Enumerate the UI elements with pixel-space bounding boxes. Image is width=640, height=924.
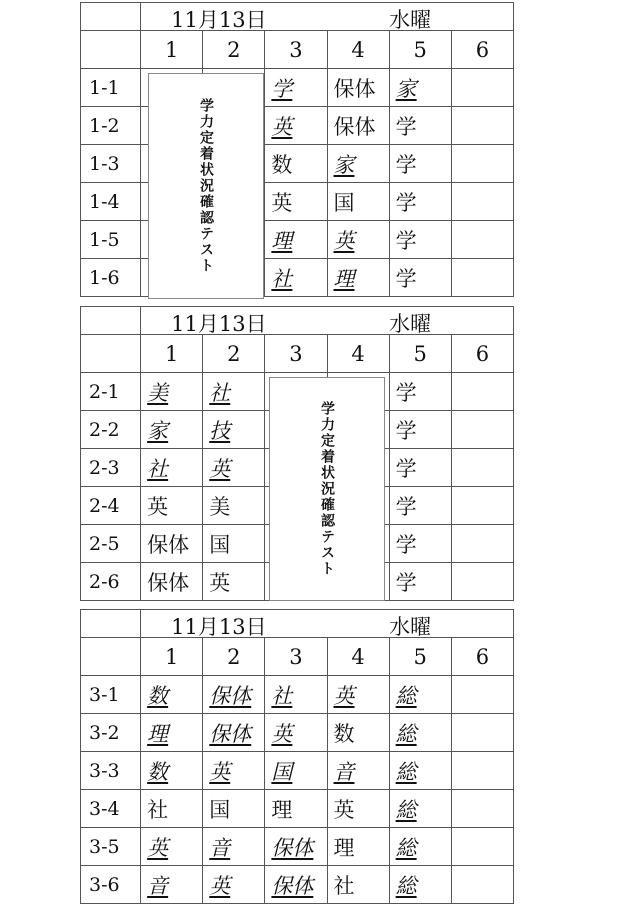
subject: 理 xyxy=(271,797,293,822)
subject: 英 xyxy=(209,570,231,595)
changed-subject: 保体 xyxy=(271,835,314,860)
subject-cell xyxy=(327,866,389,904)
subject-cell xyxy=(203,866,265,904)
subject: 学 xyxy=(395,418,417,443)
schedule-table-3 xyxy=(80,609,514,904)
class-row xyxy=(81,69,514,107)
subject-cell xyxy=(265,107,327,145)
subject-cell xyxy=(451,373,513,411)
class-row xyxy=(81,107,514,145)
subject: 国 xyxy=(333,190,355,215)
changed-subject: 総 xyxy=(395,759,417,784)
subject: 学 xyxy=(395,494,417,519)
period-header: 5 xyxy=(389,31,451,69)
subject-cell xyxy=(389,563,451,601)
date-label: 11月13日 xyxy=(171,615,267,638)
subject-cell xyxy=(389,183,451,221)
subject: 数 xyxy=(333,721,355,746)
class-label: 3-3 xyxy=(81,752,141,790)
period-header: 1 xyxy=(141,31,203,69)
subject-cell xyxy=(389,411,451,449)
class-row xyxy=(81,221,514,259)
subject-cell xyxy=(451,259,513,297)
changed-subject: 英 xyxy=(209,456,231,481)
subject-cell xyxy=(265,69,327,107)
changed-subject: 英 xyxy=(333,683,355,708)
class-row xyxy=(81,714,514,752)
subject-cell xyxy=(451,676,513,714)
subject-cell xyxy=(265,221,327,259)
date-label: 11月13日 xyxy=(171,8,267,31)
period-header: 4 xyxy=(327,335,389,373)
changed-subject: 国 xyxy=(271,759,293,784)
subject-cell xyxy=(451,411,513,449)
subject-cell xyxy=(451,714,513,752)
subject-cell xyxy=(327,145,389,183)
class-label: 2-4 xyxy=(81,487,141,525)
changed-subject: 数 xyxy=(147,683,169,708)
subject-cell xyxy=(389,145,451,183)
subject-cell xyxy=(389,107,451,145)
class-row xyxy=(81,790,514,828)
test-notice-box xyxy=(148,73,264,299)
subject: 保体 xyxy=(333,114,376,139)
subject-cell xyxy=(141,563,203,601)
class-row xyxy=(81,145,514,183)
changed-subject: 理 xyxy=(147,721,169,746)
subject-cell xyxy=(327,259,389,297)
subject-cell xyxy=(203,525,265,563)
subject-cell xyxy=(327,714,389,752)
changed-subject: 家 xyxy=(147,418,169,443)
changed-subject: 社 xyxy=(271,266,293,291)
test-notice-box xyxy=(269,377,385,601)
subject-cell xyxy=(265,828,327,866)
subject-cell xyxy=(327,828,389,866)
subject-cell xyxy=(203,449,265,487)
subject: 国 xyxy=(209,532,231,557)
subject-cell xyxy=(203,487,265,525)
subject-cell xyxy=(389,676,451,714)
subject-cell xyxy=(203,790,265,828)
class-row xyxy=(81,828,514,866)
changed-subject: 理 xyxy=(333,266,355,291)
subject-cell xyxy=(389,525,451,563)
subject-cell xyxy=(141,411,203,449)
weekday-label: 水曜 xyxy=(389,312,432,335)
class-label: 2-6 xyxy=(81,563,141,601)
test-notice-text: 学力定着状況確認テスト xyxy=(319,401,335,577)
subject: 学 xyxy=(395,380,417,405)
period-header: 5 xyxy=(389,638,451,676)
changed-subject: 総 xyxy=(395,683,417,708)
class-label: 3-4 xyxy=(81,790,141,828)
subject-cell xyxy=(141,752,203,790)
subject-cell xyxy=(265,183,327,221)
subject-cell xyxy=(389,221,451,259)
corner-cell xyxy=(81,3,141,31)
corner-cell xyxy=(81,307,141,335)
subject-cell xyxy=(451,183,513,221)
period-header: 1 xyxy=(141,638,203,676)
subject-cell xyxy=(451,487,513,525)
date-header xyxy=(141,610,514,638)
subject: 学 xyxy=(395,228,417,253)
changed-subject: 理 xyxy=(271,228,293,253)
subject-cell xyxy=(141,487,203,525)
changed-subject: 英 xyxy=(209,759,231,784)
class-label: 1-2 xyxy=(81,107,141,145)
subject-cell xyxy=(141,373,203,411)
subject-cell xyxy=(451,107,513,145)
subject: 美 xyxy=(209,494,231,519)
class-row xyxy=(81,259,514,297)
period-header: 6 xyxy=(451,31,513,69)
subject-cell xyxy=(451,145,513,183)
changed-subject: 音 xyxy=(209,835,231,860)
weekday-label: 水曜 xyxy=(389,615,432,638)
changed-subject: 音 xyxy=(333,759,355,784)
corner-cell xyxy=(81,31,141,69)
period-header: 6 xyxy=(451,335,513,373)
changed-subject: 総 xyxy=(395,721,417,746)
subject: 保体 xyxy=(333,76,376,101)
changed-subject: 保体 xyxy=(209,683,252,708)
subject-cell xyxy=(451,790,513,828)
subject-cell xyxy=(451,563,513,601)
class-row xyxy=(81,183,514,221)
subject: 学 xyxy=(395,266,417,291)
changed-subject: 音 xyxy=(147,873,169,898)
subject: 社 xyxy=(147,797,169,822)
subject: 学 xyxy=(395,456,417,481)
subject-cell xyxy=(203,828,265,866)
class-label: 2-3 xyxy=(81,449,141,487)
subject: 学 xyxy=(395,190,417,215)
subject-cell xyxy=(389,259,451,297)
class-label: 1-5 xyxy=(81,221,141,259)
changed-subject: 英 xyxy=(147,835,169,860)
subject: 国 xyxy=(209,797,231,822)
changed-subject: 学 xyxy=(271,76,293,101)
class-label: 1-6 xyxy=(81,259,141,297)
class-label: 1-4 xyxy=(81,183,141,221)
subject-cell xyxy=(389,449,451,487)
subject-cell xyxy=(327,107,389,145)
subject-cell xyxy=(389,752,451,790)
corner-cell xyxy=(81,610,141,638)
class-row xyxy=(81,752,514,790)
class-label: 2-2 xyxy=(81,411,141,449)
subject-cell xyxy=(451,449,513,487)
changed-subject: 英 xyxy=(271,114,293,139)
date-header xyxy=(141,307,514,335)
class-label: 3-2 xyxy=(81,714,141,752)
changed-subject: 美 xyxy=(147,380,169,405)
subject-cell xyxy=(451,525,513,563)
test-notice-text: 学力定着状況確認テスト xyxy=(198,98,214,274)
subject: 学 xyxy=(395,152,417,177)
subject-cell xyxy=(203,714,265,752)
class-row xyxy=(81,866,514,904)
changed-subject: 英 xyxy=(271,721,293,746)
subject-cell xyxy=(327,221,389,259)
subject: 英 xyxy=(333,797,355,822)
subject-cell xyxy=(141,828,203,866)
subject-cell xyxy=(203,411,265,449)
date-header xyxy=(141,3,514,31)
period-header: 2 xyxy=(203,335,265,373)
subject-cell xyxy=(451,221,513,259)
period-header: 3 xyxy=(265,31,327,69)
subject-cell xyxy=(265,714,327,752)
subject-cell xyxy=(389,828,451,866)
subject-cell xyxy=(389,866,451,904)
subject: 保体 xyxy=(147,532,190,557)
subject-cell xyxy=(389,69,451,107)
subject-cell xyxy=(141,676,203,714)
subject-cell xyxy=(203,752,265,790)
subject-cell xyxy=(265,752,327,790)
class-label: 1-3 xyxy=(81,145,141,183)
corner-cell xyxy=(81,335,141,373)
subject-cell xyxy=(141,449,203,487)
period-header: 4 xyxy=(327,638,389,676)
subject-cell xyxy=(327,790,389,828)
period-header: 1 xyxy=(141,335,203,373)
period-header: 3 xyxy=(265,638,327,676)
date-label: 11月13日 xyxy=(171,312,267,335)
subject: 理 xyxy=(333,835,355,860)
changed-subject: 英 xyxy=(333,228,355,253)
subject-cell xyxy=(203,373,265,411)
subject-cell xyxy=(327,676,389,714)
subject: 社 xyxy=(333,873,355,898)
subject: 学 xyxy=(395,114,417,139)
period-header: 5 xyxy=(389,335,451,373)
subject-cell xyxy=(389,487,451,525)
class-label: 2-1 xyxy=(81,373,141,411)
changed-subject: 総 xyxy=(395,873,417,898)
subject-cell xyxy=(389,373,451,411)
subject: 英 xyxy=(271,190,293,215)
subject-cell xyxy=(265,145,327,183)
subject-cell xyxy=(141,714,203,752)
period-header: 6 xyxy=(451,638,513,676)
subject: 数 xyxy=(271,152,293,177)
subject-cell xyxy=(451,866,513,904)
class-label: 2-5 xyxy=(81,525,141,563)
subject-cell xyxy=(265,259,327,297)
class-label: 1-1 xyxy=(81,69,141,107)
changed-subject: 家 xyxy=(333,152,355,177)
changed-subject: 総 xyxy=(395,835,417,860)
changed-subject: 英 xyxy=(209,873,231,898)
subject-cell xyxy=(141,525,203,563)
subject-cell xyxy=(265,866,327,904)
subject: 学 xyxy=(395,570,417,595)
subject: 英 xyxy=(147,494,169,519)
subject-cell xyxy=(327,69,389,107)
subject-cell xyxy=(389,790,451,828)
subject-cell xyxy=(141,790,203,828)
subject-cell xyxy=(451,752,513,790)
subject: 学 xyxy=(395,532,417,557)
weekday-label: 水曜 xyxy=(389,8,432,31)
schedule-table-1 xyxy=(80,2,514,297)
subject-cell xyxy=(451,828,513,866)
changed-subject: 数 xyxy=(147,759,169,784)
subject: 保体 xyxy=(147,570,190,595)
changed-subject: 保体 xyxy=(209,721,252,746)
changed-subject: 社 xyxy=(147,456,169,481)
class-label: 3-5 xyxy=(81,828,141,866)
subject-cell xyxy=(265,676,327,714)
subject-cell xyxy=(141,866,203,904)
changed-subject: 家 xyxy=(395,76,417,101)
corner-cell xyxy=(81,638,141,676)
subject-cell xyxy=(203,563,265,601)
changed-subject: 保体 xyxy=(271,873,314,898)
period-header: 3 xyxy=(265,335,327,373)
subject-cell xyxy=(451,69,513,107)
class-label: 3-1 xyxy=(81,676,141,714)
class-row xyxy=(81,676,514,714)
period-header: 2 xyxy=(203,31,265,69)
changed-subject: 技 xyxy=(209,418,231,443)
period-header: 2 xyxy=(203,638,265,676)
changed-subject: 総 xyxy=(395,797,417,822)
subject-cell xyxy=(327,183,389,221)
subject-cell xyxy=(265,790,327,828)
class-label: 3-6 xyxy=(81,866,141,904)
changed-subject: 社 xyxy=(271,683,293,708)
subject-cell xyxy=(389,714,451,752)
subject-cell xyxy=(327,752,389,790)
subject-cell xyxy=(203,676,265,714)
changed-subject: 社 xyxy=(209,380,231,405)
period-header: 4 xyxy=(327,31,389,69)
